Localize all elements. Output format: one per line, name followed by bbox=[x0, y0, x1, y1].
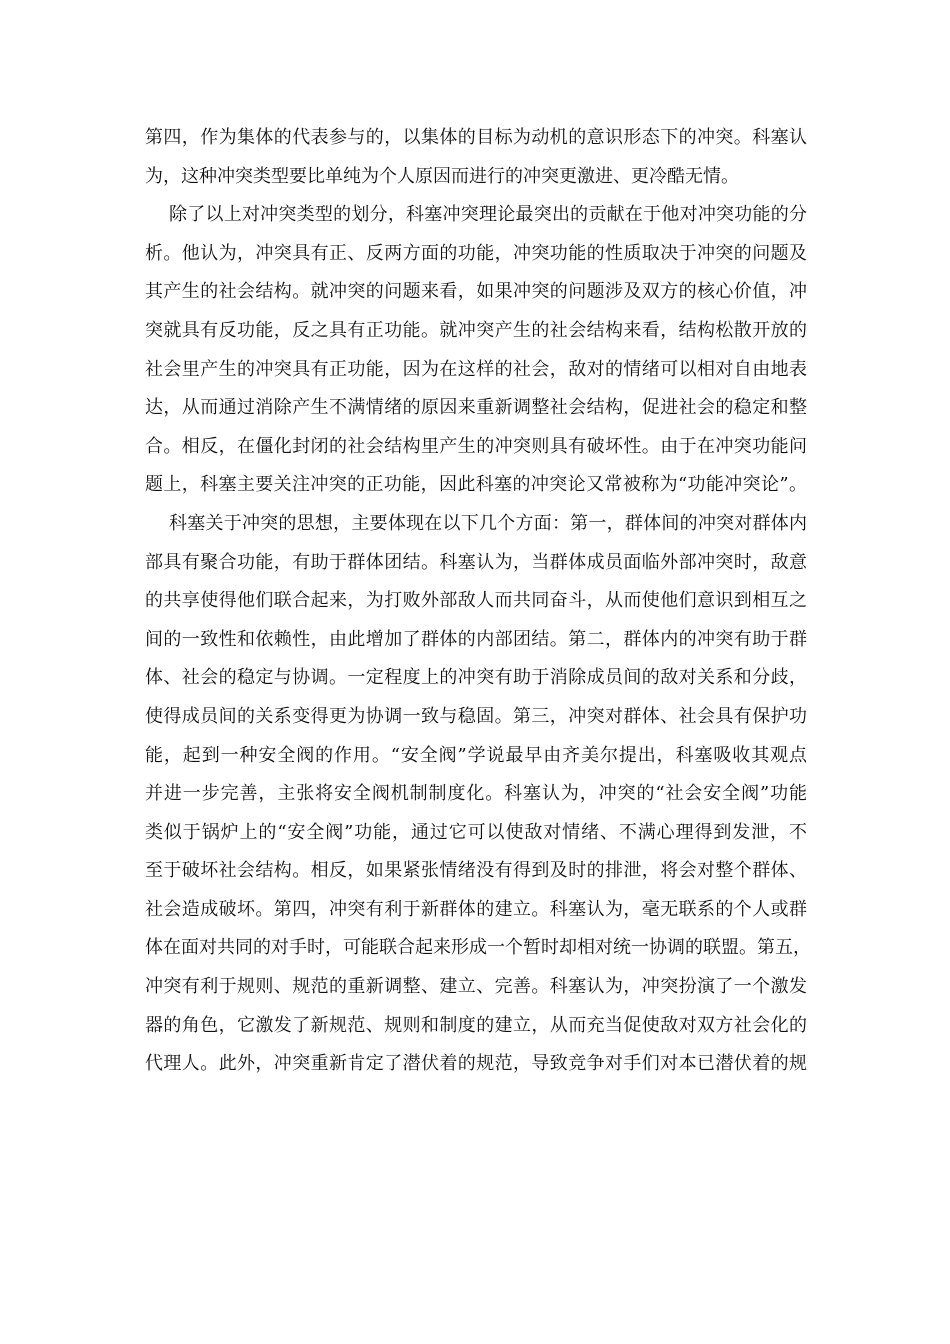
text-line: 社会造成破坏。第四，冲突有利于新群体的建立。科塞认为，毫无联系的个人或群 bbox=[145, 898, 807, 920]
text-line: 科塞关于冲突的思想，主要体现在以下几个方面：第一，群体间的冲突对群体内 bbox=[169, 512, 807, 534]
text-line: 的共享使得他们联合起来，为打败外部敌人而共同奋斗，从而使他们意识到相互之 bbox=[145, 590, 807, 612]
text-line: 析。他认为，冲突具有正、反两方面的功能，冲突功能的性质取决于冲突的问题及 bbox=[145, 242, 807, 264]
text-line: 其产生的社会结构。就冲突的问题来看，如果冲突的问题涉及双方的核心价值，冲 bbox=[145, 281, 807, 303]
text-line: 部具有聚合功能，有助于群体团结。科塞认为，当群体成员面临外部冲突时，敌意 bbox=[145, 551, 807, 573]
text-line: 冲突有利于规则、规范的重新调整、建立、完善。科塞认为，冲突扮演了一个激发 bbox=[145, 976, 807, 998]
text-line: 类似于锅炉上的“安全阀”功能，通过它可以使敌对情绪、不满心理得到发泄，不 bbox=[145, 821, 807, 843]
text-line: 间的一致性和依赖性，由此增加了群体的内部团结。第二，群体内的冲突有助于群 bbox=[145, 628, 807, 650]
text-line: 第四，作为集体的代表参与的，以集体的目标为动机的意识形态下的冲突。科塞认 bbox=[145, 127, 807, 148]
text-line: 除了以上对冲突类型的划分，科塞冲突理论最突出的贡献在于他对冲突功能的分 bbox=[169, 204, 807, 226]
text-line: 器的角色，它激发了新规范、规则和制度的建立，从而充当促使敌对双方社会化的 bbox=[145, 1014, 807, 1036]
text-line: 能，起到一种安全阀的作用。“安全阀”学说最早由齐美尔提出，科塞吸收其观点 bbox=[145, 744, 807, 766]
text-line: 体、社会的稳定与协调。一定程度上的冲突有助于消除成员间的敌对关系和分歧， bbox=[145, 667, 807, 689]
text-line: 达，从而通过消除产生不满情绪的原因来重新调整社会结构，促进社会的稳定和整 bbox=[145, 397, 807, 419]
text-line: 为，这种冲突类型要比单纯为个人原因而进行的冲突更激进、更冷酷无情。 bbox=[145, 165, 739, 187]
text-line: 并进一步完善，主张将安全阀机制制度化。科塞认为，冲突的“社会安全阀”功能 bbox=[145, 783, 807, 805]
text-line: 至于破坏社会结构。相反，如果紧张情绪没有得到及时的排泄，将会对整个群体、 bbox=[145, 860, 807, 882]
text-line: 代理人。此外，冲突重新肯定了潜伏着的规范，导致竞争对手们对本已潜伏着的规 bbox=[145, 1053, 807, 1075]
text-line: 使得成员间的关系变得更为协调一致与稳固。第三，冲突对群体、社会具有保护功 bbox=[145, 705, 807, 727]
text-line: 突就具有反功能，反之具有正功能。就冲突产生的社会结构来看，结构松散开放的 bbox=[145, 319, 807, 341]
text-line: 体在面对共同的对手时，可能联合起来形成一个暂时却相对统一协调的联盟。第五， bbox=[145, 937, 811, 959]
body-text bbox=[145, 119, 811, 1084]
text-line: 合。相反，在僵化封闭的社会结构里产生的冲突则具有破坏性。由于在冲突功能问 bbox=[145, 435, 807, 457]
text-line: 社会里产生的冲突具有正功能，因为在这样的社会，敌对的情绪可以相对自由地表 bbox=[145, 358, 807, 380]
text-line: 题上，科塞主要关注冲突的正功能，因此科塞的冲突论又常被称为“功能冲突论”。 bbox=[145, 474, 807, 496]
